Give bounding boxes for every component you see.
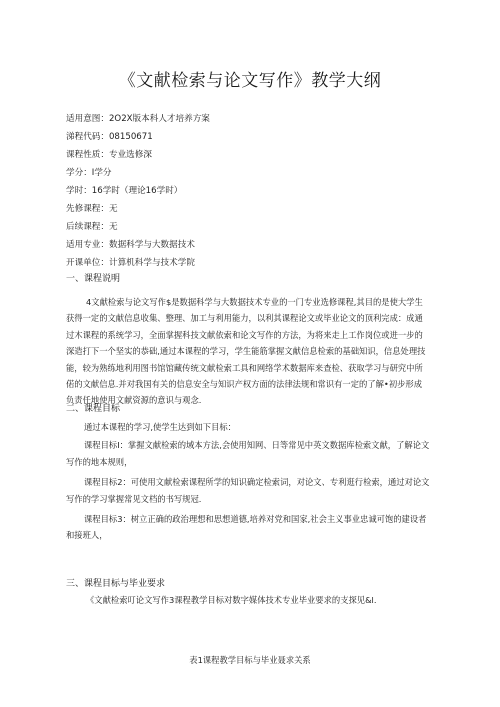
document-title: 《文献检索与论文写作》教学大纲 xyxy=(118,71,382,91)
goal-1-line: 课程目标I：掌握文献检索的域本方法,会使用知网、日等常见中英文数据库检索文献，了解论文 xyxy=(84,440,430,451)
meta-department: 开课单位：计算机科学与技术学院 xyxy=(66,258,195,268)
section-heading-course-goals: 二、课程目标 xyxy=(66,404,121,414)
paragraph-line: 过木课程的系统学习，全面掌握科技文献依索和论文写作的方法，为将来走上工作岗位或进一步的 xyxy=(66,329,423,340)
goal-3-line: 和接班人， xyxy=(66,530,108,541)
course-goals-block xyxy=(66,419,438,544)
course-metadata xyxy=(66,110,210,272)
goals-intro: 通过本课程的学习,使学生达到如下目标： xyxy=(84,422,236,432)
goal-2-line: 写作的学习掌握常见文档的书写规冠. xyxy=(66,493,202,504)
meta-course-code: 涕程代码：08150671 xyxy=(66,132,153,142)
meta-follow-up: 后续课程：无 xyxy=(66,222,118,232)
course-description-paragraph xyxy=(66,294,438,409)
meta-applicable-plan: 适用意图：2O2X版本科人才培养方案 xyxy=(66,114,210,124)
goal-3-line: 课程目标3：树立正确的政治理想和思想道德,培养对党和国家,社会主义事业忠诚可饱的建设者 xyxy=(84,514,427,525)
meta-course-nature: 课程性质：专业选修深 xyxy=(66,150,152,160)
section-heading-goals-requirements: 三、课程目标与毕业要求 xyxy=(66,579,166,589)
paragraph-line: 深造打下一个坚实的恭础,通过本课程的学习，学生能筋掌握文献信息检索的基础知识，信息处理技 xyxy=(66,346,426,357)
meta-prerequisite: 先修课程：无 xyxy=(66,204,118,214)
paragraph-line: 《文献检索叮论文写作3课程教学目标对数字媒体技术专业毕业要求的支探见&l. xyxy=(86,595,377,605)
table-caption: 表1课程教学目标与毕业聂求关系 xyxy=(189,655,311,665)
paragraph-line: 4文献检索与论文写作$是数据科学与大数据技术专业的一门专业选修课程,其目的是使大学生 xyxy=(86,297,423,307)
paragraph-line: 能，较为熟练地利用图书馆馆藏传统文献检索工具和网络学术数据库来查检、获取学习与研究中所 xyxy=(66,362,423,373)
meta-major: 适用专业：数据科学与大数据技术 xyxy=(66,240,195,250)
paragraph-line: 负责任地使用文献资源的意识与观念. xyxy=(66,395,202,406)
meta-credits: 学分：I学分 xyxy=(66,168,112,178)
goals-requirements-paragraph xyxy=(66,592,438,608)
goal-2-line: 课程目标2：可使用文献检索课程所学的知识确定检索词，对论文、专利逛行检索，通过对论文 xyxy=(84,477,430,488)
paragraph-line: 偌的文献信息.并对我国有关的信息安全与知识产权方面的法律法规和常识有一定的了解•初步形成 xyxy=(66,379,423,390)
goal-1-line: 写作的地本规则， xyxy=(66,456,133,467)
section-heading-course-description: 一、课程说明 xyxy=(66,274,121,284)
meta-hours: 学时：16学时（理论16学时） xyxy=(66,186,183,196)
paragraph-line: 获得一定的文献信息收集、整理、加工与利用能力，以利其课程论文或毕业论文的顶利完成：成通 xyxy=(66,313,423,324)
